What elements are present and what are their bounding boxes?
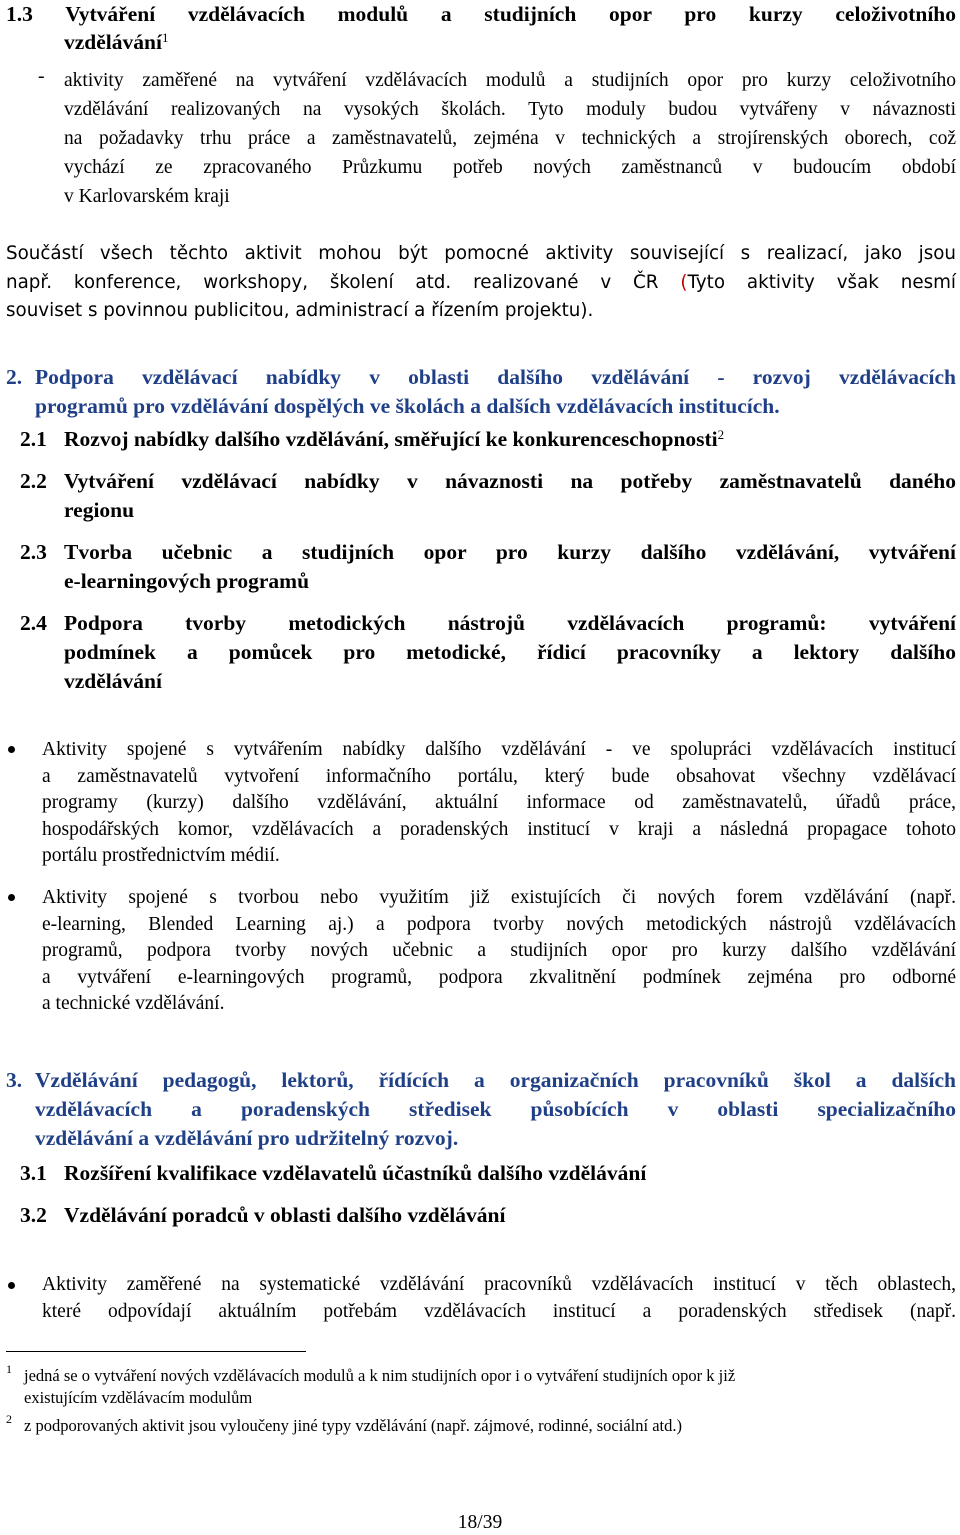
heading-2-2-line1: Vytváření vzdělávací nabídky v návaznosti na potřeby zaměstnavatelů daného [64,469,956,493]
heading-2-number: 2. [6,365,23,389]
dash-marker: - [38,66,45,87]
footnote-1-line: jedná se o vytváření nových vzdělávacích modulů a k nim studijních opor i o vytváření studijních opor k již [24,1366,736,1385]
heading-2-3-line2: e-learningových programů [64,569,310,593]
footnote-2 [24,1415,956,1437]
bullet-2-line: a technické vzdělávání. [42,993,225,1014]
heading-2-2-number: 2.2 [20,469,47,493]
footnote-2-mark: 2 [6,1412,12,1426]
paragraph-1-3-line: vzdělávání realizovaných na vysokých školách. Tyto moduly budou vytvářeny v návaznosti [64,99,956,120]
heading-2-4-line3: vzdělávání [64,669,162,693]
heading-3-1-number: 3.1 [20,1161,47,1185]
heading-1-3-line1: 1.3 Vytváření vzdělávacích modulů a studijních opor pro kurzy celoživotního [6,2,956,26]
heading-3-number: 3. [6,1068,23,1092]
heading-2-4-line2: podmínek a pomůcek pro metodické, řídicí pracovníky a lektory dalšího [64,640,956,664]
heading-3-1-text: Rozšíření kvalifikace vzdělavatelů účastníků dalšího vzdělávání [64,1161,647,1185]
common-line-2-text: např. konference, workshopy, školení atd. realizované v ČR [6,271,659,293]
heading-2-line1: Podpora vzdělávací nabídky v oblasti dalšího vzdělávání - rozvoj vzdělávacích [35,365,956,389]
heading-2-line2: programů pro vzdělávání dospělých ve školách a dalších vzdělávacích institucích. [35,394,780,418]
bullet-paragraph-1 [42,737,956,870]
heading-2-4-line1: Podpora tvorby metodických nástrojů vzdělávacích programů: vytváření [64,611,956,635]
heading-1-3-line2 [64,28,664,57]
bullet-2-line: programů, podpora tvorby nových učebnic a studijních opor pro kurzy dalšího vzdělávání [42,940,956,961]
paragraph-1-3-line: vychází ze zpracovaného Průzkumu potřeb nových zaměstnanců v budoucím období [64,157,956,178]
red-paren: ( [680,271,688,293]
common-line-2 [6,269,956,298]
common-paren-text: Tyto aktivity však nesmí [687,271,956,293]
paragraph-1-3 [64,66,956,211]
bullet-dot [8,746,15,753]
page-number: 18/39 [457,1512,503,1533]
footnote-ref-2: 2 [717,427,725,442]
footnote-1 [24,1365,956,1409]
bullet-paragraph-2 [42,885,956,1018]
paragraph-1-3-line: aktivity zaměřené na vytváření vzdělávacích modulů a studijních opor pro kurzy celoživotního [64,70,956,91]
heading-2-3-number: 2.3 [20,540,47,564]
heading-3-2-text: Vzdělávání poradců v oblasti dalšího vzdělávání [64,1203,506,1227]
footnote-ref-1: 1 [161,30,169,45]
bullet-2-line: a vytváření e-learningových programů, podpora zkvalitnění podmínek zejména pro odborné [42,966,956,988]
bullet-3-line: Aktivity zaměřené na systematické vzdělávání pracovníků vzdělávacích institucí v těch oblastech, [42,1274,956,1295]
heading-3-line1: Vzdělávání pedagogů, lektorů, řídících a organizačních pracovníků škol a dalších [35,1068,956,1092]
heading-2-1-label: Rozvoj nabídky dalšího vzdělávání, směřující ke konkurenceschopnosti [64,427,718,451]
bullet-paragraph-3 [42,1272,956,1325]
heading-1-3-line2-text: vzdělávání [64,30,162,54]
common-line: Součástí všech těchto aktivit mohou být pomocné aktivity související s realizací, jako jsou [6,243,956,264]
footnote-separator [6,1351,306,1352]
heading-2-4-number: 2.4 [20,611,47,635]
bullet-3-line: které odpovídají aktuálním potřebám vzdělávacích institucí a poradenských středisek (např. [42,1300,956,1322]
heading-2-1-text [64,425,944,454]
paragraph-1-3-line: na požadavky trhu práce a zaměstnavatelů, zejména v technických a strojírenských oborech, což [64,128,956,149]
bullet-1-line: programy (kurzy) dalšího vzdělávání, aktuální informace od zaměstnavatelů, úřadů práce, [42,792,956,813]
bullet-1-line: hospodářských komor, vzdělávacích a poradenských institucí v kraji a následná propagace tohoto [42,818,956,840]
bullet-1-line: portálu prostřednictvím médií. [42,845,280,866]
bullet-2-line: e-learning, Blended Learning aj.) a podpora tvorby nových metodických nástrojů vzdělávacích [42,913,956,935]
heading-3-line3: vzdělávání a vzdělávání pro udržitelný rozvoj. [35,1126,459,1150]
heading-3-line2: vzdělávacích a poradenských středisek působících v oblasti specializačního [35,1097,956,1121]
paragraph-1-3-line: v Karlovarském kraji [64,186,230,207]
heading-3-2-number: 3.2 [20,1203,47,1227]
bullet-dot [8,894,15,901]
footnote-1-mark: 1 [6,1362,12,1376]
bullet-1-line: a zaměstnavatelů vytvoření informačního portálu, který bude obsahovat všechny vzdělávací [42,765,956,787]
paragraph-common-activities [6,240,956,326]
footnote-2-line: z podporovaných aktivit jsou vyloučeny jiné typy vzdělávání (např. zájmové, rodinné, sociální atd.) [24,1416,682,1435]
heading-2-3-line1: Tvorba učebnic a studijních opor pro kurzy dalšího vzdělávání, vytváření [64,540,956,564]
bullet-2-line: Aktivity spojené s tvorbou nebo využitím již existujících či nových forem vzdělávání (např. [42,887,956,908]
heading-2-2-line2: regionu [64,498,135,522]
bullet-dot [8,1282,15,1289]
footnote-1-line: existujícím vzdělávacím modulům [24,1388,253,1407]
heading-2-1-number: 2.1 [20,427,47,451]
bullet-1-line: Aktivity spojené s vytvářením nabídky dalšího vzdělávání - ve spolupráci vzdělávacích institucí [42,739,956,760]
common-line: souviset s povinnou publicitou, administrací a řízením projektu). [6,300,594,321]
